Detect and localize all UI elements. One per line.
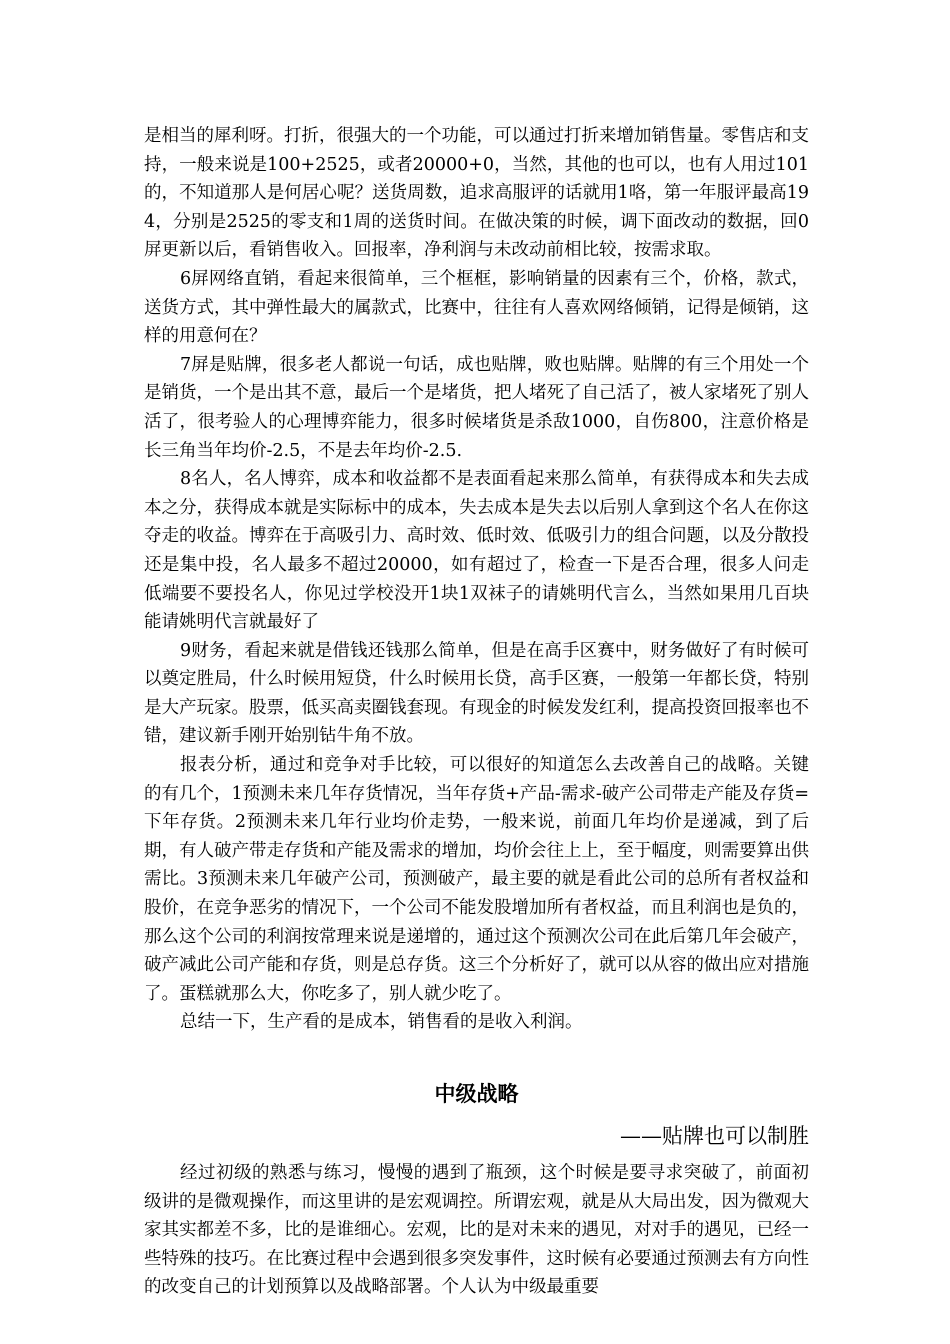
paragraph-retail-discount: 是相当的犀利呀。打折，很强大的一个功能，可以通过打折来增加销售量。零售店和支持，一般来说是100+2525，或者20000+0，当然，其他的也可以，也有人用过101的，不知道那人是何居心呢？送货周数，追求高服评的话就用1咯，第一年服评最高194，分别是2525的零支和1周的送货时间。在做决策的时候，调下面改动的数据，回0屏更新以后，看销售收入。回报率，净利润与未改动前相比较，按需求取。: [144, 126, 809, 261]
paragraph-intermediate-intro: 经过初级的熟悉与练习，慢慢的遇到了瓶颈，这个时候是要寻求突破了，前面初级讲的是微观操作，而这里讲的是宏观调控。所谓宏观，就是从大局出发，因为微观大家其实都差不多，比的是谁细心。宏观，比的是对未来的遇见，对对手的遇见，已经一些特殊的技巧。在比赛过程中会遇到很多突发事件，这时候有必要通过预测去有方向性的改变自己的计划预算以及战略部署。个人认为中级最重要: [144, 1163, 809, 1298]
paragraph-oem: 7屏是贴牌，很多老人都说一句话，成也贴牌，败也贴牌。贴牌的有三个用处一个是销货，一个是出其不意，最后一个是堵货，把人堵死了自己活了，被人家堵死了别人活了，很考验人的心理博弈能力，很多时候堵货是杀敌1000，自伤800，注意价格是长三角当年均价-2.5，不是去年均价-2.5.: [144, 354, 809, 461]
section-spacer: [144, 1037, 809, 1077]
paragraph-online-direct-sales: 6屏网络直销，看起来很简单，三个框框，影响销量的因素有三个，价格，款式，送货方式，其中弹性最大的属款式，比赛中，往往有人喜欢网络倾销，记得是倾销，这样的用意何在？: [144, 268, 809, 347]
paragraph-celebrity: 8名人，名人博弈，成本和收益都不是表面看起来那么简单，有获得成本和失去成本之分，获得成本就是实际标中的成本，失去成本是失去以后别人拿到这个名人在你这夺走的收益。博弈在于高吸引力、高时效、低时效、低吸引力的组合问题，以及分散投还是集中投，名人最多不超过20000，如有超过了，检查一下是否合理，很多人问走低端要不要投名人，你见过学校没开1块1双袜子的请姚明代言么，当然如果用几百块能请姚明代言就最好了: [144, 469, 809, 633]
section-title: 中级战略: [434, 1082, 519, 1106]
paragraph-finance: 9财务，看起来就是借钱还钱那么简单，但是在高手区赛中，财务做好了有时候可以奠定胜局，什么时候用短贷，什么时候用长贷，高手区赛，一般第一年都长贷，特别是大产玩家。股票，低买高卖圈钱套现。有现金的时候发发红利，提高投资回报率也不错，建议新手刚开始别钻牛角不放。: [144, 640, 809, 747]
section-subtitle: ——贴牌也可以制胜: [620, 1124, 809, 1148]
paragraph-summary: 总结一下，生产看的是成本，销售看的是收入利润。: [180, 1012, 583, 1033]
paragraph-report-analysis: 报表分析，通过和竞争对手比较，可以很好的知道怎么去改善自己的战略。关键的有几个，1预测未来几年存货情况，当年存货+产品-需求-破产公司带走产能及存货=下年存货。2预测未来几年行业均价走势，一般来说，前面几年均价是递减，到了后期，有人破产带走存货和产能及需求的增加，均价会往上上，至于幅度，则需要算出供需比。3预测未来几年破产公司，预测破产，最主要的就是看此公司的总所有者权益和股价，在竞争恶劣的情况下，一个公司不能发股增加所有者权益，而且利润也是负的，那么这个公司的利润按常理来说是递增的，通过这个预测次公司在此后第几年会破产，破产减此公司产能和存货，则是总存货。这三个分析好了，就可以从容的做出应对措施了。蛋糕就那么大，你吃多了，别人就少吃了。: [144, 755, 809, 1004]
document-page: [144, 122, 809, 1302]
